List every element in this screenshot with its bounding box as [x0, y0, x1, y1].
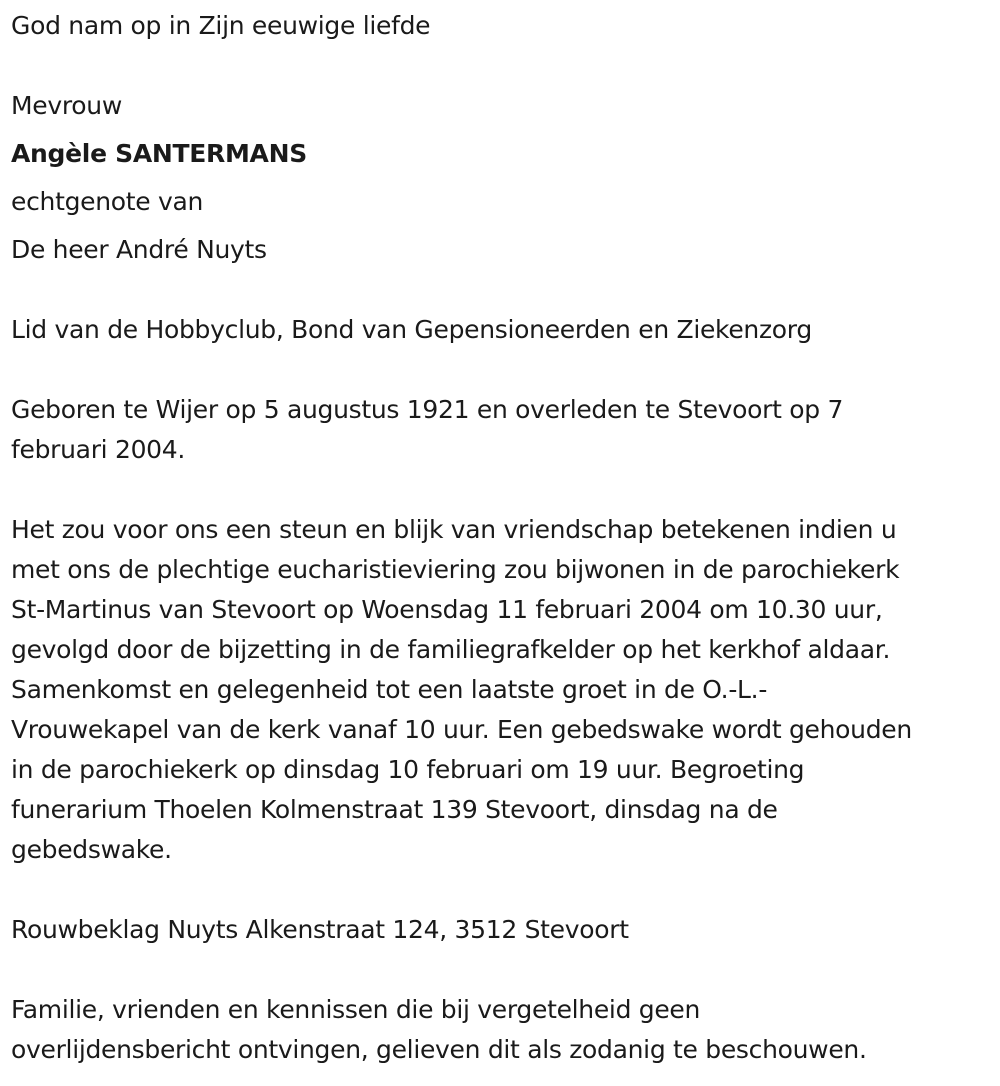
ceremony-line: funerarium Thoelen Kolmenstraat 139 Stevoort, dinsdag na de	[11, 795, 778, 824]
ceremony-line: Het zou voor ons een steun en blijk van vriendschap betekenen indien u	[11, 515, 897, 544]
closing-line-1: Familie, vrienden en kennissen die bij vergetelheid geen	[11, 995, 701, 1024]
birth-death-line-2: februari 2004.	[11, 435, 186, 464]
salutation: Mevrouw	[11, 91, 122, 120]
ceremony-line: gebedswake.	[11, 835, 172, 864]
ceremony-line: Vrouwekapel van de kerk vanaf 10 uur. Een gebedswake wordt gehouden	[11, 715, 912, 744]
spouse-name: De heer André Nuyts	[11, 235, 267, 264]
birth-death-line-1: Geboren te Wijer op 5 augustus 1921 en overleden te Stevoort op 7	[11, 395, 844, 424]
relation-text: echtgenote van	[11, 187, 204, 216]
memberships: Lid van de Hobbyclub, Bond van Gepensioneerden en Ziekenzorg	[11, 315, 812, 344]
ceremony-line: Samenkomst en gelegenheid tot een laatste groet in de O.-L.-	[11, 675, 768, 704]
closing-line-2: overlijdensbericht ontvingen, gelieven dit als zodanig te beschouwen.	[11, 1035, 867, 1064]
ceremony-line: St-Martinus van Stevoort op Woensdag 11 februari 2004 om 10.30 uur,	[11, 595, 883, 624]
ceremony-line: gevolgd door de bijzetting in de familiegrafkelder op het kerkhof aldaar.	[11, 635, 891, 664]
ceremony-line: in de parochiekerk op dinsdag 10 februari om 19 uur. Begroeting	[11, 755, 805, 784]
deceased-name: Angèle SANTERMANS	[11, 139, 307, 168]
opening-line: God nam op in Zijn eeuwige liefde	[11, 11, 431, 40]
ceremony-line: met ons de plechtige eucharistieviering zou bijwonen in de parochiekerk	[11, 555, 900, 584]
condolence-address: Rouwbeklag Nuyts Alkenstraat 124, 3512 Stevoort	[11, 915, 629, 944]
